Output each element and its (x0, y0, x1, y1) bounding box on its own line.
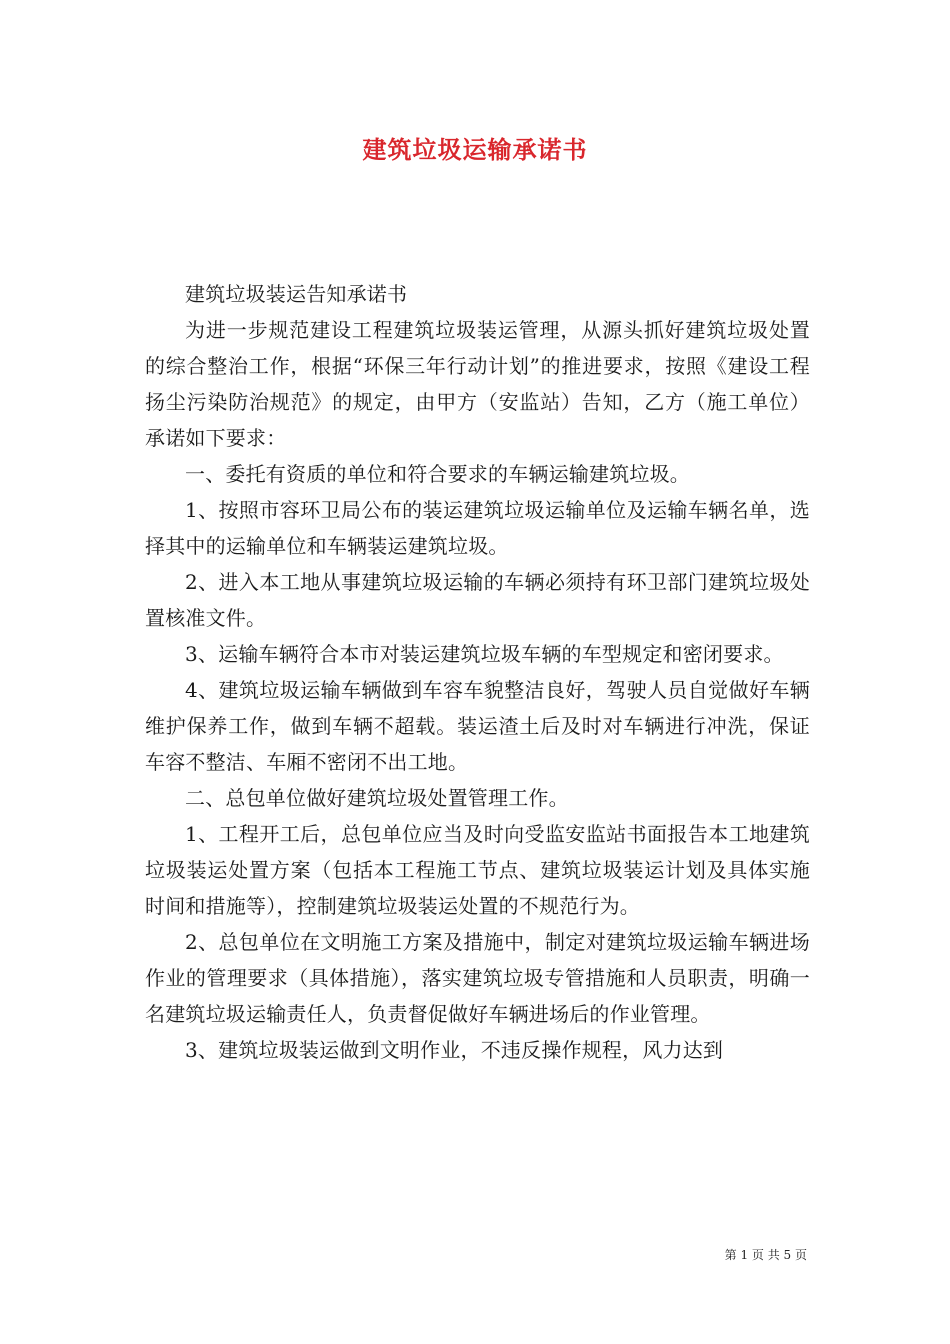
page-number: 第 1 页 共 5 页 (724, 1248, 807, 1262)
paragraph-intro: 为进一步规范建设工程建筑垃圾装运管理，从源头抓好建筑垃圾处置的综合整治工作，根据“环保三年行动计划”的推进要求，按照《建设工程扬尘污染防治规范》的规定，由甲方（安监站）告知，乙方（施工单位）承诺如下要求： (145, 318, 810, 450)
paragraph-heading: 建筑垃圾装运告知承诺书 (185, 282, 408, 306)
section-one-item-3: 3、运输车辆符合本市对装运建筑垃圾车辆的车型规定和密闭要求。 (185, 642, 784, 666)
section-one-item-4: 4、建筑垃圾运输车辆做到车容车貌整洁良好，驾驶人员自觉做好车辆维护保养工作，做到车辆不超载。装运渣土后及时对车辆进行冲洗，保证车容不整洁、车厢不密闭不出工地。 (145, 678, 810, 774)
section-two-heading: 二、总包单位做好建筑垃圾处置管理工作。 (185, 786, 569, 810)
section-one-item-1: 1、按照市容环卫局公布的装运建筑垃圾运输单位及运输车辆名单，选择其中的运输单位和车辆装运建筑垃圾。 (145, 498, 810, 558)
section-one-heading: 一、委托有资质的单位和符合要求的车辆运输建筑垃圾。 (185, 462, 690, 486)
section-one-item-2: 2、进入本工地从事建筑垃圾运输的车辆必须持有环卫部门建筑垃圾处置核准文件。 (145, 570, 810, 630)
document-title: 建筑垃圾运输承诺书 (362, 135, 588, 164)
section-two-item-2: 2、总包单位在文明施工方案及措施中，制定对建筑垃圾运输车辆进场作业的管理要求（具体措施），落实建筑垃圾专管措施和人员职责，明确一名建筑垃圾运输责任人，负责督促做好车辆进场后的作业管理。 (145, 930, 810, 1026)
document-body (145, 276, 810, 1068)
section-two-item-1: 1、工程开工后，总包单位应当及时向受监安监站书面报告本工地建筑垃圾装运处置方案（包括本工程施工节点、建筑垃圾装运计划及具体实施时间和措施等），控制建筑垃圾装运处置的不规范行为。 (145, 822, 810, 918)
section-two-item-3: 3、建筑垃圾装运做到文明作业，不违反操作规程，风力达到 (185, 1038, 724, 1062)
